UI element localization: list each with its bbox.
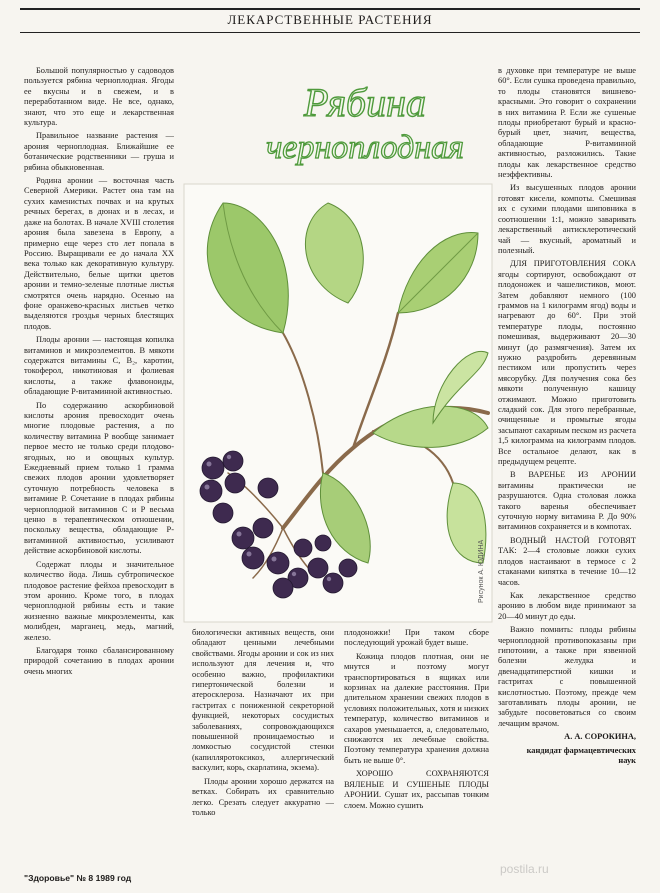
paragraph: Кожица плодов плотная, они не мнутся и поэтому могут транспортироваться в ящиках или корзинах на далекие расстояния. При длительном хранении свежих плодов в условиях положительных, хотя и низких температур, количество витаминов и сахаров уменьшается, а, следовательно, снижаются их лечебные свойства. Поэтому температура хранения должна быть не выше 0°. — [344, 651, 489, 765]
publication-footer: "Здоровье" № 8 1989 год — [24, 873, 132, 883]
paragraph: Важно помнить: плоды рябины черноплодной противопоказаны при гипотонии, а также при язвенной болезни желудка и двенадцатиперстной кишки и гастритах с повышенной кислотностью. Поэтому, прежде чем заготавливать плоды аронии, не забудьте посоветоваться со своим лечащим врачом. — [498, 625, 636, 728]
middle-column-1 — [192, 628, 334, 868]
title-line-1: Рябина — [304, 80, 426, 125]
paragraph: Содержат плоды и значительное количество йода. Лишь субтропическое плодовое растение фейхоа превосходит в этом аронию. Кроме того, в плодах черноплодной рябины есть и такие жизненно важные микроэлементы, как молибден, марганец, медь, магний, железо. — [24, 559, 174, 642]
author-role: кандидат фармацевтических наук — [526, 745, 636, 765]
paragraph: Благодаря тонко сбалансированному природой сочетанию в плодах аронии очень многих — [24, 645, 174, 676]
paragraph: плодоножки! При таком сборе последующий урожай будет выше. — [344, 628, 489, 648]
left-column — [24, 66, 174, 876]
right-column — [498, 66, 636, 876]
paragraph: биологически активных веществ, они обладают ценными лечебными свойствами. Ягоды аронии и сок из них используют для лечения и, что особенно важно, профилактики гипертонической болезни и атеросклероза. Назначают их при гастритах с пониженной секреторной функцией, некоторых сосудистых заболеваниях, сопровождающихся повышенной проницаемостью и ломкостью сосудистой стенки (капилляротоксикоз, аллергический васкулит, корь, скарлатина, экзема). — [192, 628, 334, 773]
paragraph: ДЛЯ ПРИГОТОВЛЕНИЯ СОКА ягоды сортируют, освобождают от плодоножек и чашелистиков, моют. Затем добавляют немного (100 граммов на 1 килограмм ягод) воды и нагревают до 60°. При этой температуре плоды, постоянно помешивая, выдерживают 20—30 минут (до размягчения). Затем их нужно раздробить деревянным пестиком или пропустить через мясорубку. Для получения сока без мякоти полученную кашицу отжимают. Можно приготовить сладкий сок. Для этого перебранные, очищенные и промытые ягоды засыпают сахарным песком из расчета 1,5 килограмма на килограмм плодов. Все остальное делают, как в предыдущем рецепте. — [498, 259, 636, 467]
paragraph: ВОДНЫЙ НАСТОЙ ГОТОВЯТ ТАК: 2—4 столовые ложки сухих плодов настаивают в термосе с 2 стаканами кипятка в течение 10—12 часов. — [498, 535, 636, 587]
title-line-2: черноплодная — [266, 129, 464, 166]
watermark: postila.ru — [500, 862, 549, 876]
header-rule-top — [20, 8, 640, 10]
header-rule-bottom — [20, 32, 640, 33]
article-title — [240, 76, 490, 176]
paragraph: В ВАРЕНЬЕ ИЗ АРОНИИ витамины практически не разрушаются. Одна столовая ложка такого варенья обеспечивает суточную норму витамина Р. До 90% витаминов сохраняется и в компотах. — [498, 470, 636, 532]
paragraph: Плоды аронии — настоящая копилка витаминов и микроэлементов. В мякоти содержатся витамины С, В₂, каротин, токоферол, никотиновая и фолиевая кислоты, а также флавоноиды, обладающие Р-витаминной активностью. — [24, 335, 174, 397]
illustration-credit: Рисунок А. ЮДИНА — [478, 539, 485, 603]
paragraph: в духовке при температуре не выше 60°. Если сушка проведена правильно, то плоды становятся вишнево-красными. Это говорит о сохранении в них витамина Р. Если же сушеные плоды приобретают бурый и красно-бурый цвет, значит, вещества, обладающие Р-витаминной активностью, разложились. Такие плоды как лекарственное средство неэффективны. — [498, 66, 636, 180]
paragraph: Родина аронии — восточная часть Северной Америки. Растет она там на сухих каменистых почвах и на крутых речных берегах, в дюнах и в лесах, и даже на болотах. В начале XVIII столетия арония была завезена в Европу, а примерно еще через сто лет попала в Россию. Выращивали ее до начала XX века только как декоративную культуру. Действительно, белые щитки цветов аронии и темно-зеленые плотные листья смотрятся очень нарядно. Осенью на фоне оранжево-красных листьев четко выделяются гроздья черных блестящих плодов. — [24, 176, 174, 331]
section-title: ЛЕКАРСТВЕННЫЕ РАСТЕНИЯ — [227, 12, 433, 27]
page-header — [0, 0, 660, 44]
middle-column-2 — [344, 628, 489, 868]
paragraph: Как лекарственное средство аронию в любом виде принимают за 20—40 минут до еды. — [498, 590, 636, 621]
author-name: А. А. СОРОКИНА, — [564, 732, 636, 742]
chokeberry-illustration — [183, 183, 493, 623]
paragraph: ХОРОШО СОХРАНЯЮТСЯ ВЯЛЕНЫЕ И СУШЕНЫЕ ПЛОДЫ АРОНИИ. Сушат их, рассыпав тонким слоем. Можно сушить — [344, 769, 489, 810]
paragraph: Плоды аронии хорошо держатся на ветках. Собирать их сравнительно легко. Срезать следует аккуратно — только — [192, 776, 334, 817]
paragraph: Из высушенных плодов аронии готовят кисели, компоты. Смешивая их с сухими плодами шиповника в соотношении 1:1, можно заваривать лекарственный антисклеротический чай — вкусный, ароматный и полезный. — [498, 183, 636, 255]
paragraph: Большой популярностью у садоводов пользуется рябина черноплодная. Ягоды ее вкусны и в свежем, и в переработанном виде. Не все, однако, знают, что это еще и лекарственная культура. — [24, 66, 174, 128]
paragraph: Правильное название растения — арония черноплодная. Ближайшие ее ботанические родственники — груша и рябина обыкновенная. — [24, 131, 174, 172]
paragraph: По содержанию аскорбиновой кислоты арония превосходит очень многие плодовые растения, а по количеству витамина Р вообще занимает первое место не только среди плодово-ягодных, но и овощных культур. Ежедневный прием только 1 грамма свежих плодов аронии удовлетворяет суточную потребность человека в витамине Р. Сочетание в плодах рябины черноплодной витаминов С и Р весьма ценно в терапевтическом отношении, поскольку вещества, обладающие Р-витаминной активностью, усиливают действие аскорбиновой кислоты. — [24, 400, 174, 556]
